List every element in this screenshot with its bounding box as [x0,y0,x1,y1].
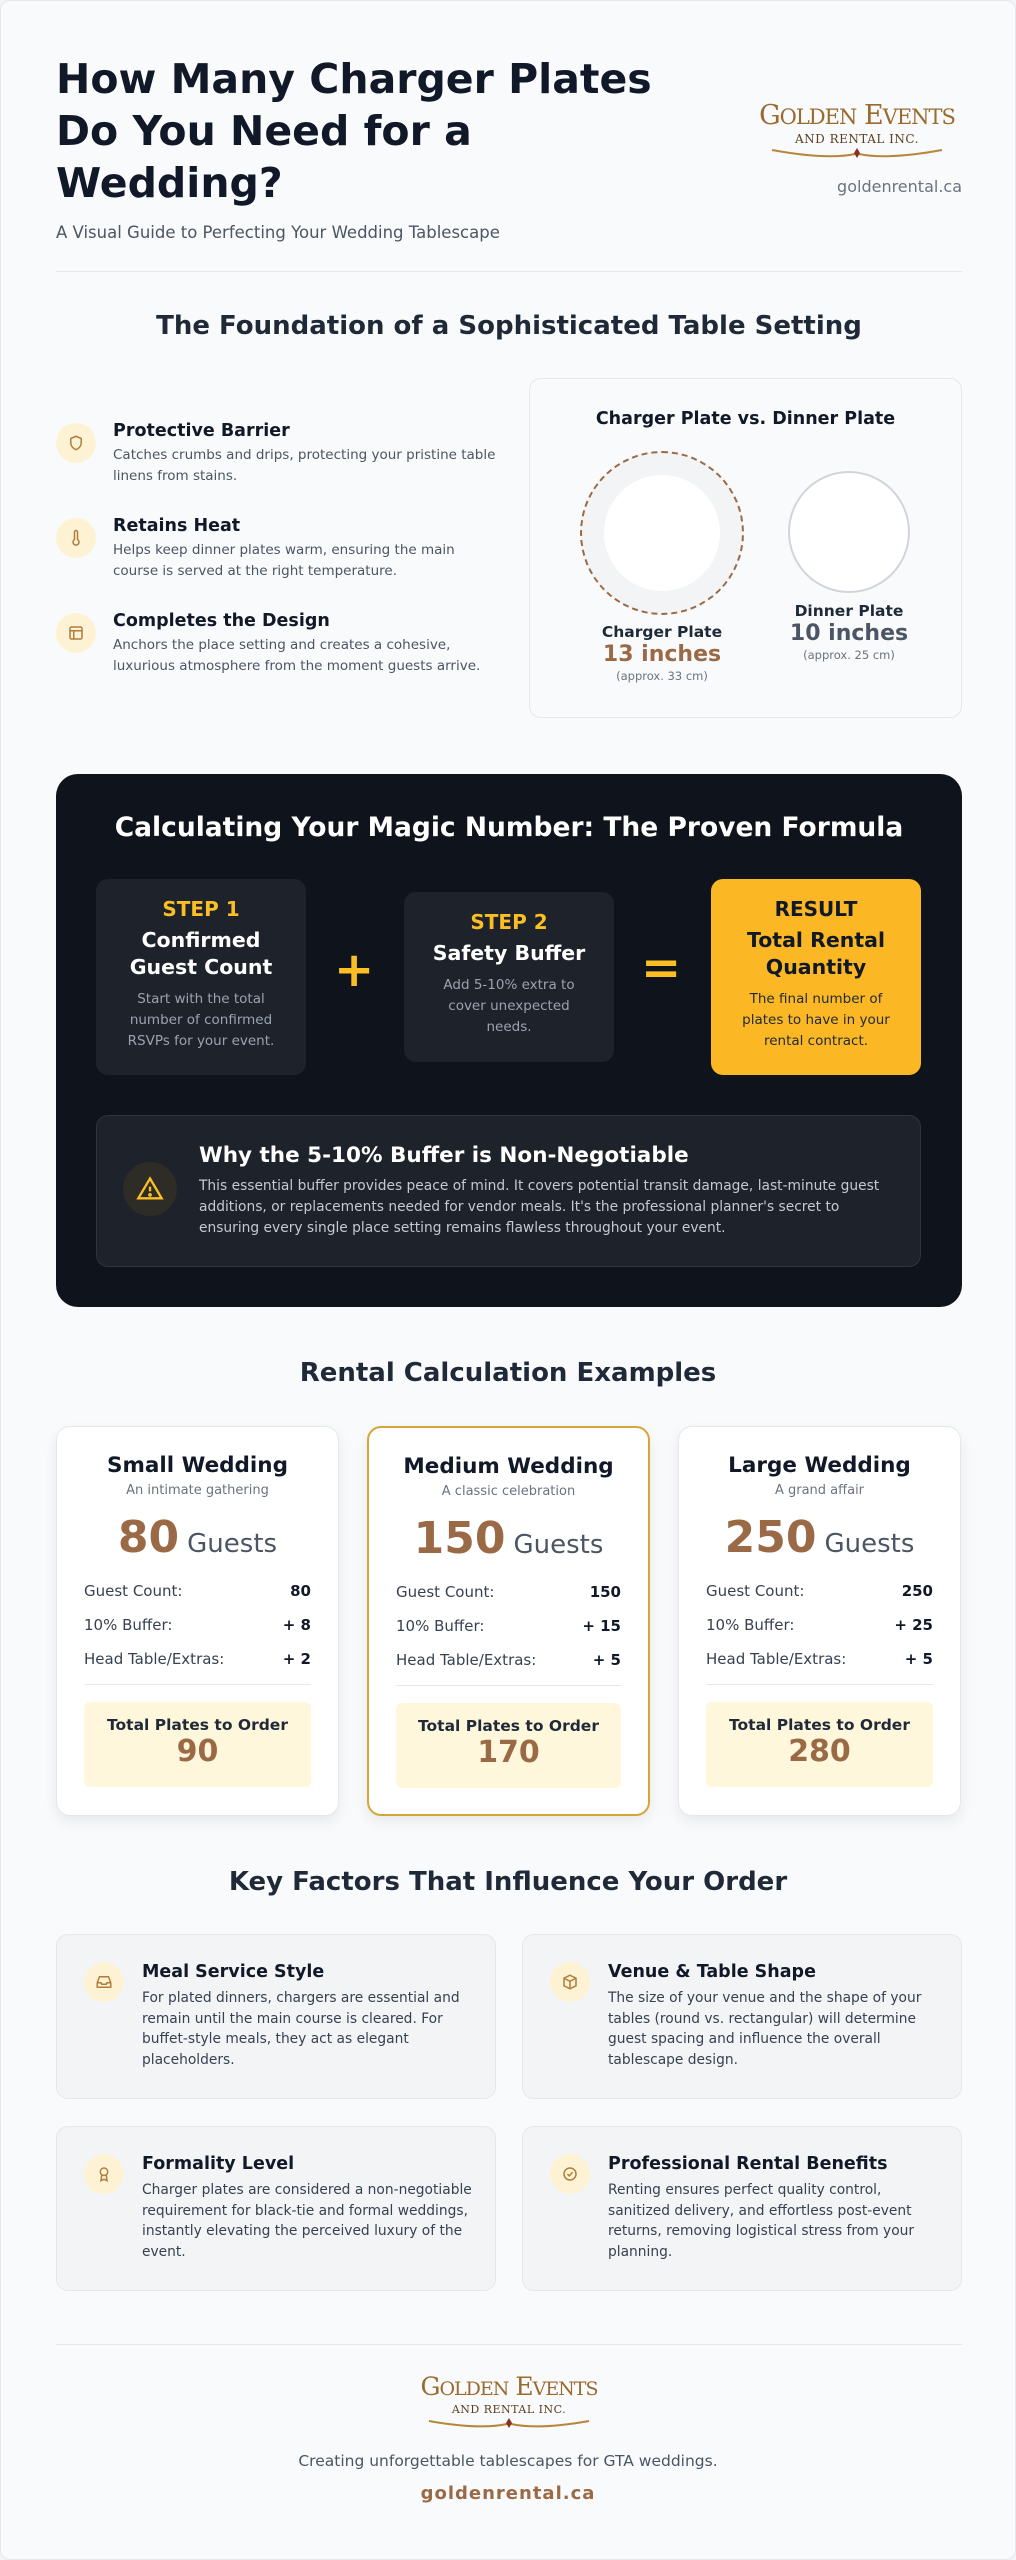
calc-row: Guest Count: 250 [706,1582,933,1600]
dinner-plate-graphic [788,471,910,593]
feature-protective-barrier [56,421,496,501]
step-2-card: STEP 2 Safety Buffer Add 5-10% extra to cover unexpected needs. [404,892,614,1062]
footer-tagline: Creating unforgettable tablescapes for GTA weddings. [298,2452,718,2470]
calc-row: Head Table/Extras: + 5 [396,1651,621,1669]
formula-section [56,774,962,1307]
plate-comparison-card [529,378,962,718]
formula-title: Calculating Your Magic Number: The Proven Formula [114,812,904,843]
footer-logo[interactable]: GOLDEN EVENTS AND RENTAL INC. [409,2373,609,2433]
calc-row: 10% Buffer: + 8 [84,1616,311,1634]
footer-url[interactable]: goldenrental.ca [420,2483,596,2504]
guest-count-display: 150 Guests [413,1513,604,1564]
step-1-card: STEP 1 Confirmed Guest Count Start with the total number of confirmed RSVPs for your event. [96,879,306,1075]
dinner-plate-label: Dinner Plate 10 inches (approx. 25 cm) [774,602,924,662]
calc-row: Head Table/Extras: + 2 [84,1650,311,1668]
result-card: RESULT Total Rental Quantity The final number of plates to have in your rental contract. [711,879,921,1075]
feature-text: Catches crumbs and drips, protecting your pristine table linens from stains. [113,447,496,484]
header-url[interactable]: goldenrental.ca [837,177,962,196]
factor-venue-shape: Venue & Table Shape The size of your venue and the shape of your tables (round vs. rectangular) will determine guest spacing and influence the overall tablescape design. [522,1934,962,2099]
callout-text: This essential buffer provides peace of mind. It covers potential transit damage, last-minute guest additions, or replacements needed for vendor meals. It's the professional planner's secret to ensuring every single place setting remains flawless throughout your event. [199,1178,880,1236]
header [56,53,962,273]
award-icon [84,2154,124,2194]
footer-divider [56,2344,962,2345]
factor-rental-benefits: Professional Rental Benefits Renting ensures perfect quality control, sanitized delivery, and effortless post-event returns, removing logistical stress from your planning. [522,2126,962,2291]
total-plates-box: Total Plates to Order 90 [84,1702,311,1787]
box-icon [550,1962,590,2002]
factor-meal-service: Meal Service Style For plated dinners, chargers are essential and remain until the main course is cleared. For buffet-style meals, they act as elegant placeholders. [56,1934,496,2099]
header-divider [56,271,962,272]
calc-row: Guest Count: 150 [396,1583,621,1601]
logo-swoosh-icon [767,146,947,160]
calc-row: 10% Buffer: + 15 [396,1617,621,1635]
factors-title: Key Factors That Influence Your Order [228,1867,788,1897]
dinner-size: 10 inches [789,621,909,646]
callout-title: Why the 5-10% Buffer is Non-Negotiable [199,1143,689,1168]
feature-completes-design [56,611,496,691]
page-subtitle: A Visual Guide to Perfecting Your Wedding Tablescape [56,223,500,242]
page-title: How Many Charger Plates Do You Need for a Wedding? [56,55,652,207]
examples-title: Rental Calculation Examples [299,1358,717,1388]
guest-count-display: 250 Guests [724,1512,915,1563]
charger-size: 13 inches [602,642,722,667]
equals-sign: = [641,940,682,996]
feature-retains-heat [56,516,496,596]
feature-title: Protective Barrier [113,421,290,441]
calc-row: Guest Count: 80 [84,1582,311,1600]
example-card-small: Small Wedding An intimate gathering 80 Guests Guest Count: 80 10% Buffer: + 8 Head Table/Extras: + 2 Total Plates to Order 90 [56,1426,339,1816]
logo-tagline: AND RENTAL INC. [794,132,919,146]
shield-icon [56,423,96,463]
layout-icon [56,613,96,653]
tray-icon [84,1962,124,2002]
brand-logo[interactable]: GOLDEN EVENTS AND RENTAL INC. [752,101,962,165]
charger-plate-label: Charger Plate 13 inches (approx. 33 cm) [580,623,744,683]
foundation-title: The Foundation of a Sophisticated Table Setting [156,311,862,341]
feature-title: Completes the Design [113,611,330,631]
plus-sign: + [334,942,375,998]
guest-count-display: 80 Guests [117,1512,278,1563]
comparison-title: Charger Plate vs. Dinner Plate [595,409,896,429]
total-plates-box: Total Plates to Order 170 [396,1703,621,1788]
example-card-large: Large Wedding A grand affair 250 Guests Guest Count: 250 10% Buffer: + 25 Head Table/Extras: + 5 Total Plates to Order 280 [678,1426,961,1816]
total-plates-box: Total Plates to Order 280 [706,1702,933,1787]
calc-row: 10% Buffer: + 25 [706,1616,933,1634]
calc-row: Head Table/Extras: + 5 [706,1650,933,1668]
charger-plate-graphic [580,451,744,615]
buffer-callout [96,1115,921,1267]
warning-icon [123,1162,177,1216]
logo-swoosh-icon [424,2417,594,2430]
feature-text: Anchors the place setting and creates a cohesive, luxurious atmosphere from the moment guests arrive. [113,637,481,674]
feature-title: Retains Heat [113,516,241,536]
factor-formality: Formality Level Charger plates are considered a non-negotiable requirement for black-tie and formal weddings, instantly elevating the perceived luxury of the event. [56,2126,496,2291]
check-badge-icon [550,2154,590,2194]
feature-text: Helps keep dinner plates warm, ensuring the main course is served at the right temperature. [113,542,455,579]
thermometer-icon [56,518,96,558]
example-card-medium: Medium Wedding A classic celebration 150 Guests Guest Count: 150 10% Buffer: + 15 Head Table/Extras: + 5 Total Plates to Order 170 [367,1426,650,1816]
